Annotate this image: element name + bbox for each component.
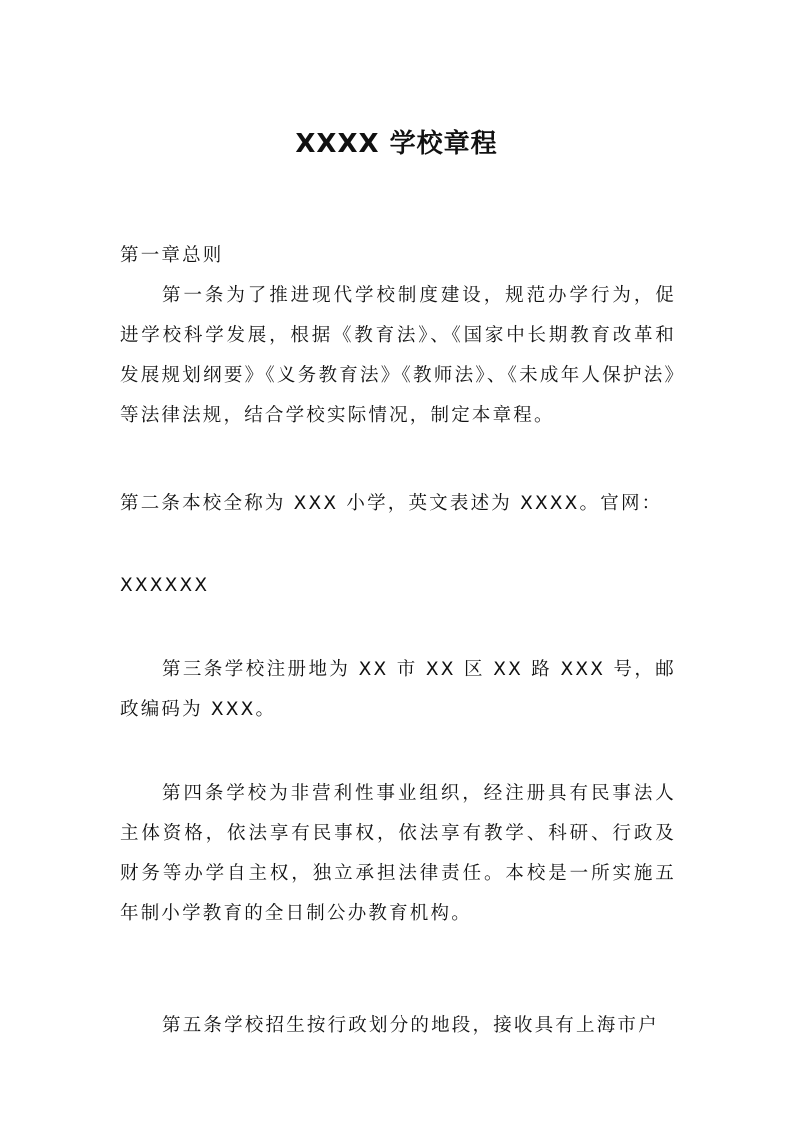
article-4: 第四条学校为非营利性事业组织，经注册具有民事法人主体资格，依法享有民事权，依法享有教学、科研、行政及财务等办学自主权，独立承担法律责任。本校是一所实施五年制小学教育的全日制公办教育机构。 — [120, 783, 676, 924]
article-3: 第三条学校注册地为 XX 市 XX 区 XX 路 XXX 号，邮政编码为 XXX。 — [120, 659, 676, 720]
document-title: XXXX 学校章程 — [295, 129, 498, 159]
website-value: XXXXXX — [120, 575, 210, 596]
article-1: 第一条为了推进现代学校制度建设，规范办学行为，促进学校科学发展，根据《教育法》、《国家中长期教育改革和发展规划纲要》《义务教育法》《教师法》、《未成年人保护法》等法律法规，结合学校实际情况，制定本章程。 — [120, 285, 676, 426]
article-2: 第二条本校全称为 XXX 小学，英文表述为 XXXX。官网： — [120, 493, 663, 514]
article-5: 第五条学校招生按行政划分的地段，接收具有上海市户 — [162, 1015, 659, 1036]
chapter-heading: 第一章总则 — [120, 245, 224, 266]
